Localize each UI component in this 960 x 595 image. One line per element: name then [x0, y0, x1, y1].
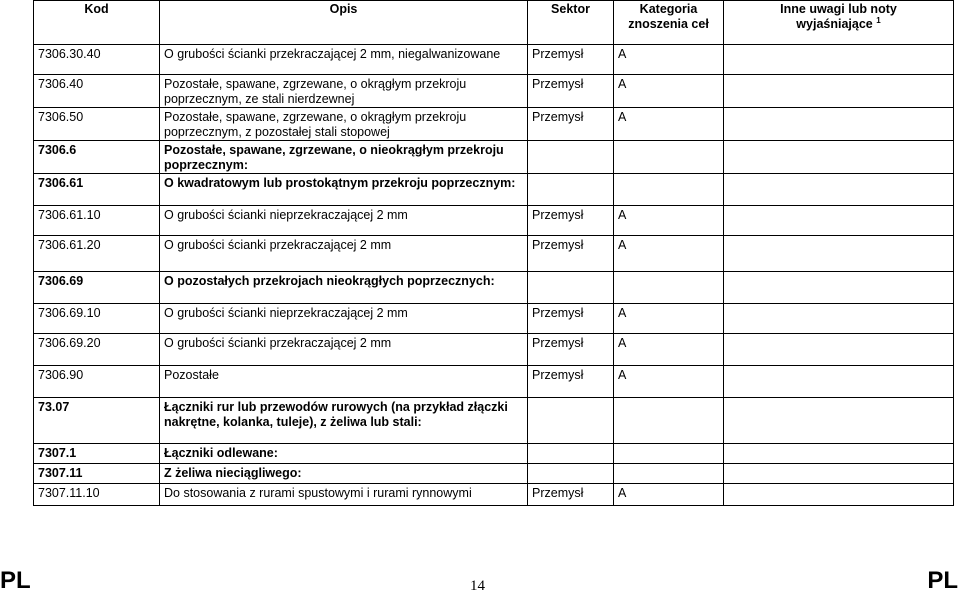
row-code: 7307.1	[34, 444, 160, 464]
row-notes	[724, 366, 954, 398]
row-description: O pozostałych przekrojach nieokrągłych poprzecznych:	[160, 272, 528, 304]
row-notes	[724, 444, 954, 464]
row-code: 7306.30.40	[34, 45, 160, 75]
table-row	[34, 236, 954, 272]
row-sector	[528, 464, 614, 484]
row-code: 7307.11.10	[34, 484, 160, 506]
row-sector	[528, 272, 614, 304]
row-description: Łączniki rur lub przewodów rurowych (na przykład złączki nakrętne, kolanka, tuleje), z żeliwa lub stali:	[160, 398, 528, 444]
row-code: 7306.69.10	[34, 304, 160, 334]
row-sector: Przemysł	[528, 334, 614, 366]
header-kategoria	[614, 1, 724, 45]
row-code: 7307.11	[34, 464, 160, 484]
row-sector	[528, 174, 614, 206]
row-code: 7306.90	[34, 366, 160, 398]
row-sector: Przemysł	[528, 484, 614, 506]
table-row	[34, 45, 954, 75]
header-kategoria-line1: Kategoria	[639, 2, 698, 16]
row-category: A	[614, 45, 724, 75]
table-row	[34, 444, 954, 464]
row-description: Pozostałe, spawane, zgrzewane, o okrągłym przekroju poprzecznym, z pozostałej stali stopowej	[160, 108, 528, 141]
row-sector: Przemysł	[528, 304, 614, 334]
row-notes	[724, 141, 954, 174]
header-kod: Kod	[34, 1, 160, 45]
table-header-row	[34, 1, 954, 45]
table-body	[34, 45, 954, 506]
row-notes	[724, 206, 954, 236]
page-number: 14	[470, 578, 485, 594]
row-category: A	[614, 484, 724, 506]
header-uwagi	[724, 1, 954, 45]
table-row	[34, 108, 954, 141]
table-row	[34, 141, 954, 174]
row-category	[614, 272, 724, 304]
row-notes	[724, 174, 954, 206]
row-code: 7306.69.20	[34, 334, 160, 366]
row-description: O grubości ścianki nieprzekraczającej 2 mm	[160, 206, 528, 236]
row-description: Pozostałe, spawane, zgrzewane, o nieokrągłym przekroju poprzecznym:	[160, 141, 528, 174]
row-code: 7306.6	[34, 141, 160, 174]
row-notes	[724, 272, 954, 304]
row-description: O kwadratowym lub prostokątnym przekroju poprzecznym:	[160, 174, 528, 206]
row-description: O grubości ścianki przekraczającej 2 mm	[160, 334, 528, 366]
row-code: 7306.61.10	[34, 206, 160, 236]
table-row	[34, 464, 954, 484]
footer-lang-left: PL	[0, 567, 31, 594]
row-category: A	[614, 108, 724, 141]
row-description: Pozostałe, spawane, zgrzewane, o okrągłym przekroju poprzecznym, ze stali nierdzewnej	[160, 75, 528, 108]
row-description: O grubości ścianki przekraczającej 2 mm	[160, 236, 528, 272]
row-sector: Przemysł	[528, 236, 614, 272]
row-category	[614, 464, 724, 484]
row-description: O grubości ścianki nieprzekraczającej 2 mm	[160, 304, 528, 334]
row-description: Łączniki odlewane:	[160, 444, 528, 464]
row-notes	[724, 75, 954, 108]
row-notes	[724, 334, 954, 366]
footer-lang-right: PL	[927, 567, 958, 594]
row-description: Z żeliwa nieciągliwego:	[160, 464, 528, 484]
row-sector: Przemysł	[528, 108, 614, 141]
row-sector: Przemysł	[528, 75, 614, 108]
row-notes	[724, 484, 954, 506]
row-sector: Przemysł	[528, 45, 614, 75]
header-kategoria-line2: znoszenia ceł	[628, 17, 709, 31]
row-category	[614, 174, 724, 206]
row-description: O grubości ścianki przekraczającej 2 mm, niegalwanizowane	[160, 45, 528, 75]
row-category	[614, 398, 724, 444]
row-category: A	[614, 236, 724, 272]
header-opis: Opis	[160, 1, 528, 45]
table-row	[34, 484, 954, 506]
row-sector	[528, 141, 614, 174]
table-row	[34, 334, 954, 366]
table-row	[34, 272, 954, 304]
row-category: A	[614, 75, 724, 108]
row-category: A	[614, 206, 724, 236]
row-category	[614, 444, 724, 464]
table-row	[34, 366, 954, 398]
table-row	[34, 174, 954, 206]
row-sector: Przemysł	[528, 206, 614, 236]
row-notes	[724, 108, 954, 141]
row-category: A	[614, 304, 724, 334]
row-category: A	[614, 366, 724, 398]
row-category: A	[614, 334, 724, 366]
row-code: 7306.61.20	[34, 236, 160, 272]
row-notes	[724, 398, 954, 444]
row-sector	[528, 444, 614, 464]
row-code: 7306.40	[34, 75, 160, 108]
table-row	[34, 75, 954, 108]
table-row	[34, 206, 954, 236]
row-description: Pozostałe	[160, 366, 528, 398]
row-code: 7306.50	[34, 108, 160, 141]
header-uwagi-footnote: 1	[876, 15, 881, 25]
row-description: Do stosowania z rurami spustowymi i rurami rynnowymi	[160, 484, 528, 506]
row-sector	[528, 398, 614, 444]
tariff-table	[33, 0, 954, 506]
row-notes	[724, 304, 954, 334]
row-category	[614, 141, 724, 174]
row-code: 73.07	[34, 398, 160, 444]
table-row	[34, 398, 954, 444]
header-sektor: Sektor	[528, 1, 614, 45]
row-code: 7306.61	[34, 174, 160, 206]
table-row	[34, 304, 954, 334]
header-uwagi-line1: Inne uwagi lub noty	[780, 2, 897, 16]
row-sector: Przemysł	[528, 366, 614, 398]
row-notes	[724, 45, 954, 75]
header-uwagi-line2: wyjaśniające	[796, 17, 873, 31]
row-code: 7306.69	[34, 272, 160, 304]
row-notes	[724, 236, 954, 272]
row-notes	[724, 464, 954, 484]
